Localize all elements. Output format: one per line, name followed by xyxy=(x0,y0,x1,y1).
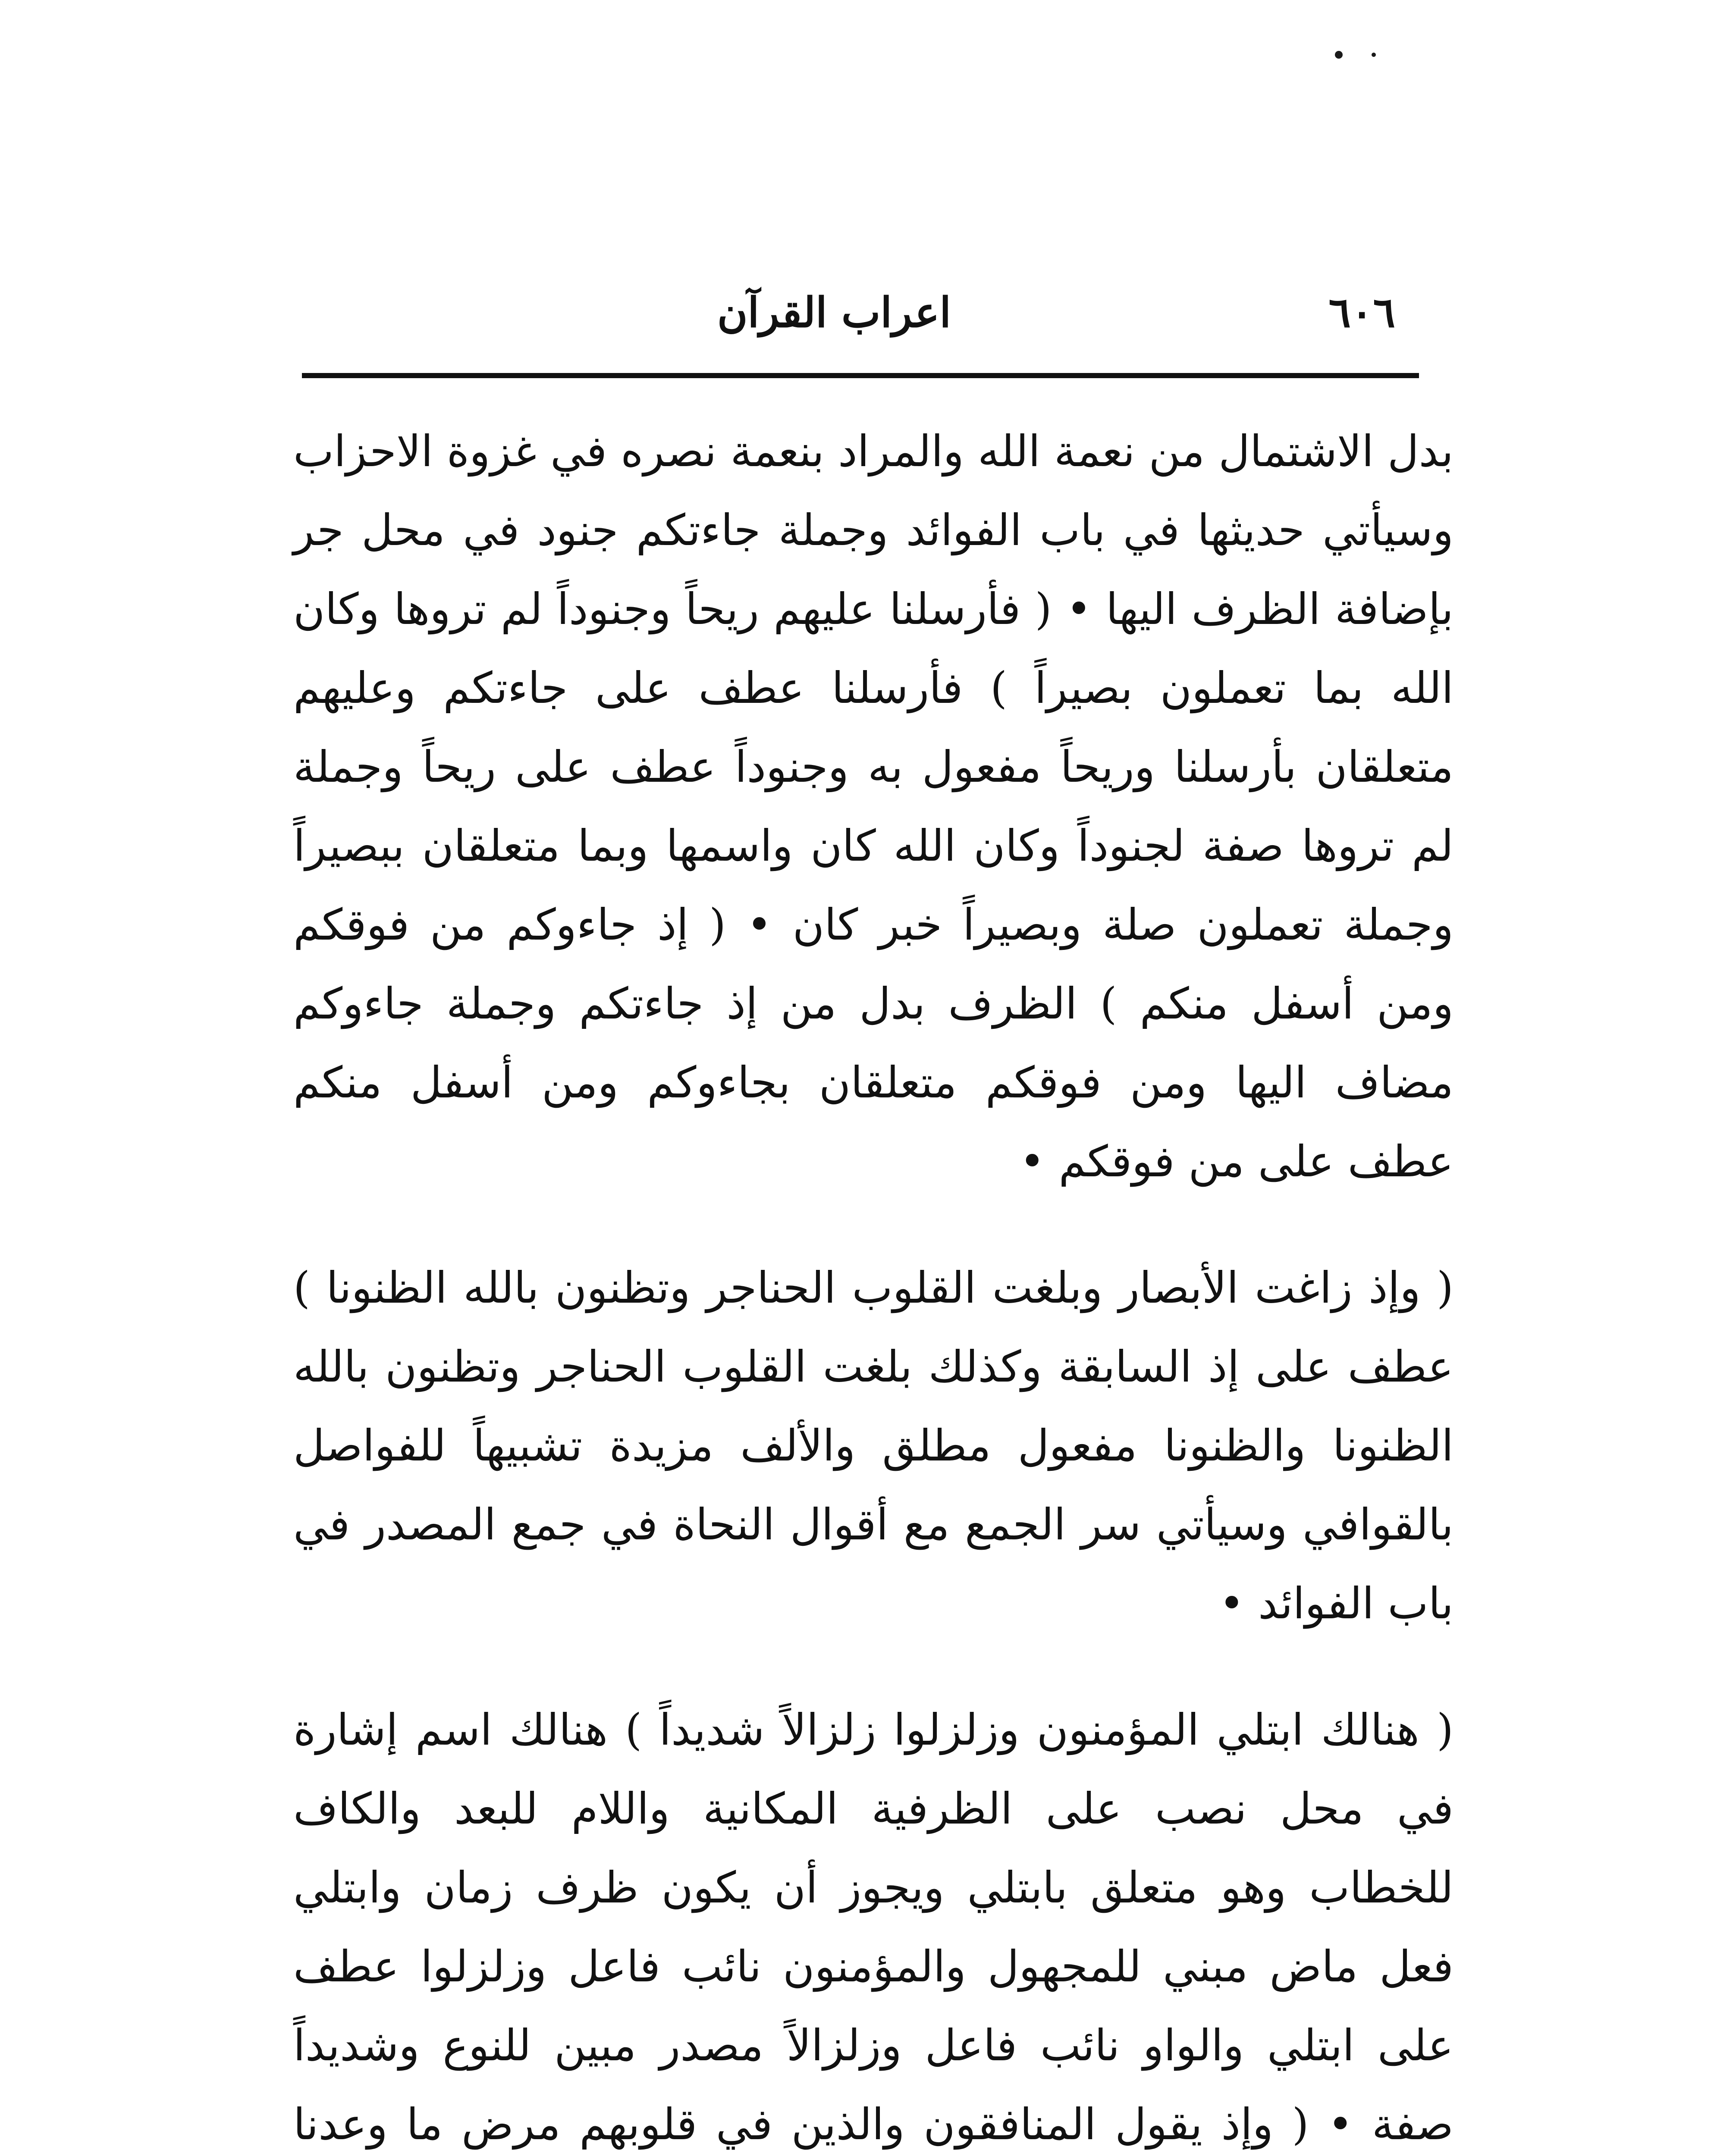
page-header xyxy=(306,285,1413,341)
body-text xyxy=(293,412,1453,2156)
scan-speck-mark xyxy=(1335,51,1343,59)
paragraph: ( وإذ زاغت الأبصار وبلغت القلوب الحناجر وتظنون بالله الظنونا ) عطف على إذ السابقة وكذلك بلغت القلوب الحناجر وتظنون بالله الظنونا والظنونا مفعول مطلق والألف مزيدة تشبيهاً للفواصل بالقوافي وسيأتي سر الجمع مع أقوال النحاة في جمع المصدر في باب الفوائد • xyxy=(293,1263,1453,1629)
header-rule xyxy=(302,373,1419,378)
paragraph: ( هنالك ابتلي المؤمنون وزلزلوا زلزالاً شديداً ) هنالك اسم إشارة في محل نصب على الظرفية المكانية واللام للبعد والكاف للخطاب وهو متعلق بابتلي ويجوز أن يكون ظرف زمان وابتلي فعل ماض مبني للمجهول والمؤمنون نائب فاعل وزلزلوا عطف على ابتلي والواو نائب فاعل وزلزالاً مصدر مبين للنوع وشديداً صفة • ( وإذ يقول المنافقون والذين في قلوبهم مرض ما وعدنا xyxy=(293,1705,1453,2150)
running-title: اعراب القرآن xyxy=(717,288,951,337)
scan-speck-mark xyxy=(1372,53,1376,57)
paragraph: بدل الاشتمال من نعمة الله والمراد بنعمة نصره في غزوة الاحزاب وسيأتي حديثها في باب الفوائد وجملة جاءتكم جنود في محل جر بإضافة الظرف اليها • ( فأرسلنا عليهم ريحاً وجنوداً لم تروها وكان الله بما تعملون بصيراً ) فأرسلنا عطف على جاءتكم وعليهم متعلقان بأرسلنا وريحاً مفعول به وجنوداً عطف على ريحاً وجملة لم تروها صفة لجنوداً وكان الله كان واسمها وبما متعلقان ببصيراً وجملة تعملون صلة وبصيراً خبر كان • ( إذ جاءوكم من فوقكم ومن أسفل منكم ) الظرف بدل من إذ جاءتكم وجملة جاءوكم مضاف اليها ومن فوقكم متعلقان بجاءوكم ومن أسفل منكم عطف على من فوقكم • xyxy=(293,426,1453,1187)
page-number: ٦٠٦ xyxy=(1328,288,1395,337)
